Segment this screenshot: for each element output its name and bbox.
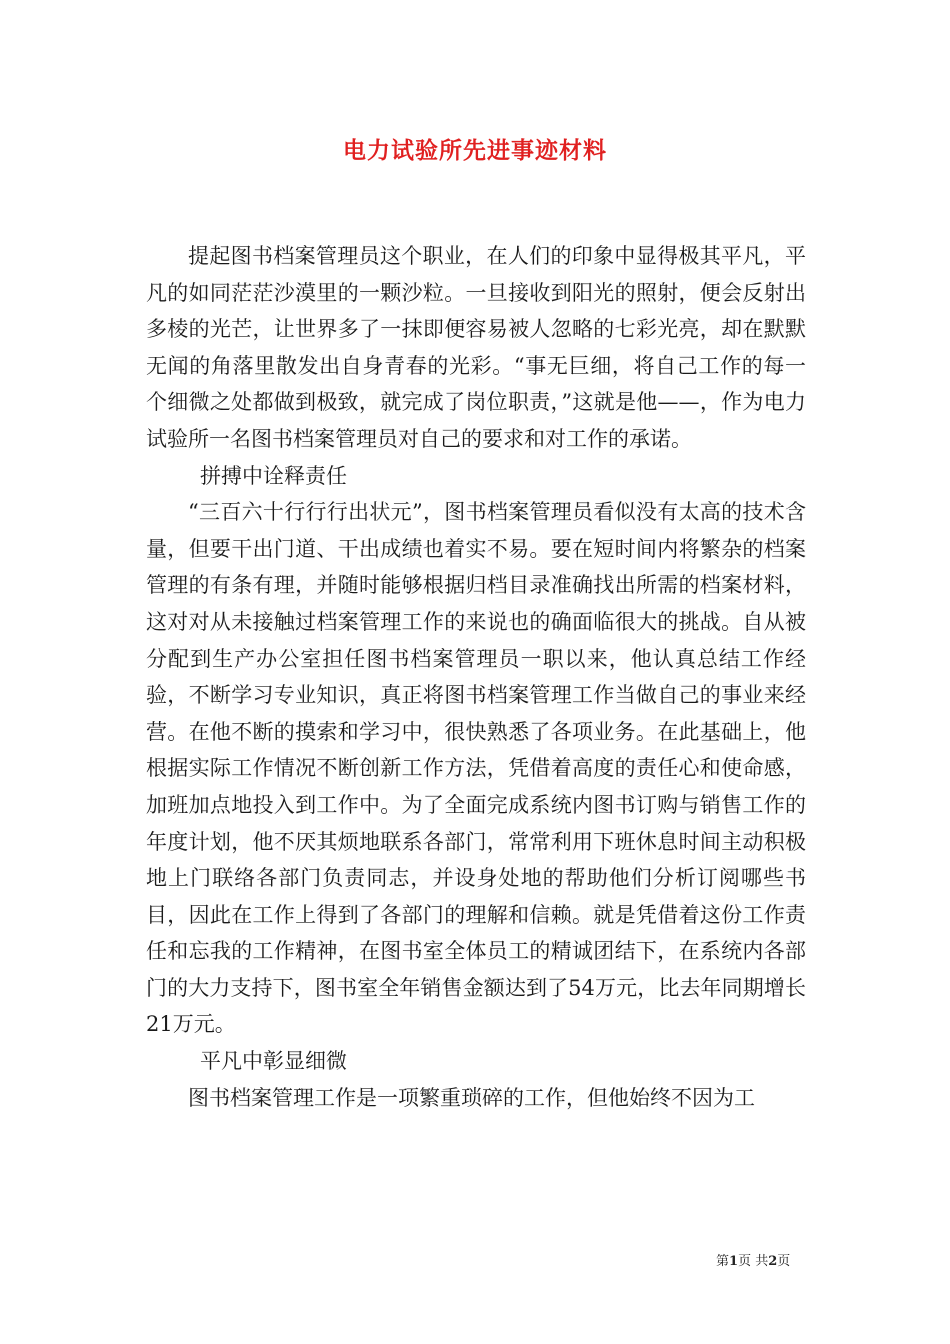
footer-prefix: 第 — [716, 1254, 730, 1269]
paragraph-detail: 图书档案管理工作是一项繁重琐碎的工作，但他始终不因为工 — [188, 1085, 755, 1110]
paragraph-intro: 提起图书档案管理员这个职业，在人们的印象中显得极其平凡，平凡的如同茫茫沙漠里的一颗沙粒。一旦接收到阳光的照射，便会反射出多棱的光芒，让世界多了一抹即便容易被人忽略的七彩光亮，却在默默无闻的角落里散发出自身青春的光彩。“事无巨细，将自己工作的每一个细微之处都做到极致，就完成了岗位职责，”这就是他——，作为电力试验所一名图书档案管理员对自己的要求和对工作的承诺。 — [146, 244, 806, 451]
footer-middle: 页 共 — [738, 1254, 769, 1269]
section-heading-responsibility: 拼搏中诠释责任 — [200, 463, 347, 488]
footer-current-page: 1 — [729, 1254, 739, 1269]
page-number-footer — [716, 1250, 836, 1269]
footer-suffix: 页 — [777, 1254, 791, 1269]
paragraph-responsibility: “三百六十行行行出状元”，图书档案管理员看似没有太高的技术含量，但要干出门道、干出成绩也着实不易。要在短时间内将繁杂的档案管理的有条有理，并随时能够根据归档目录准确找出所需的档案材料，这对对从未接触过档案管理工作的来说也的确面临很大的挑战。自从被分配到生产办公室担任图书档案管理员一职以来，他认真总结工作经验，不断学习专业知识，真正将图书档案管理工作当做自己的事业来经营。在他不断的摸索和学习中，很快熟悉了各项业务。在此基础上，他根据实际工作情况不断创新工作方法，凭借着高度的责任心和使命感，加班加点地投入到工作中。为了全面完成系统内图书订购与销售工作的年度计划，他不厌其烦地联系各部门，常常利用下班休息时间主动积极地上门联络各部门负责同志，并设身处地的帮助他们分析订阅哪些书目，因此在工作上得到了各部门的理解和信赖。就是凭借着这份工作责任和忘我的工作精神，在图书室全体员工的精诚团结下，在系统内各部门的大力支持下，图书室全年销售金额达到了54万元，比去年同期增长21万元。 — [146, 500, 806, 1037]
footer-total-pages: 2 — [768, 1254, 778, 1269]
document-body — [146, 238, 806, 1116]
section-heading-detail: 平凡中彰显细微 — [200, 1049, 347, 1074]
document-title: 电力试验所先进事迹材料 — [343, 137, 607, 164]
